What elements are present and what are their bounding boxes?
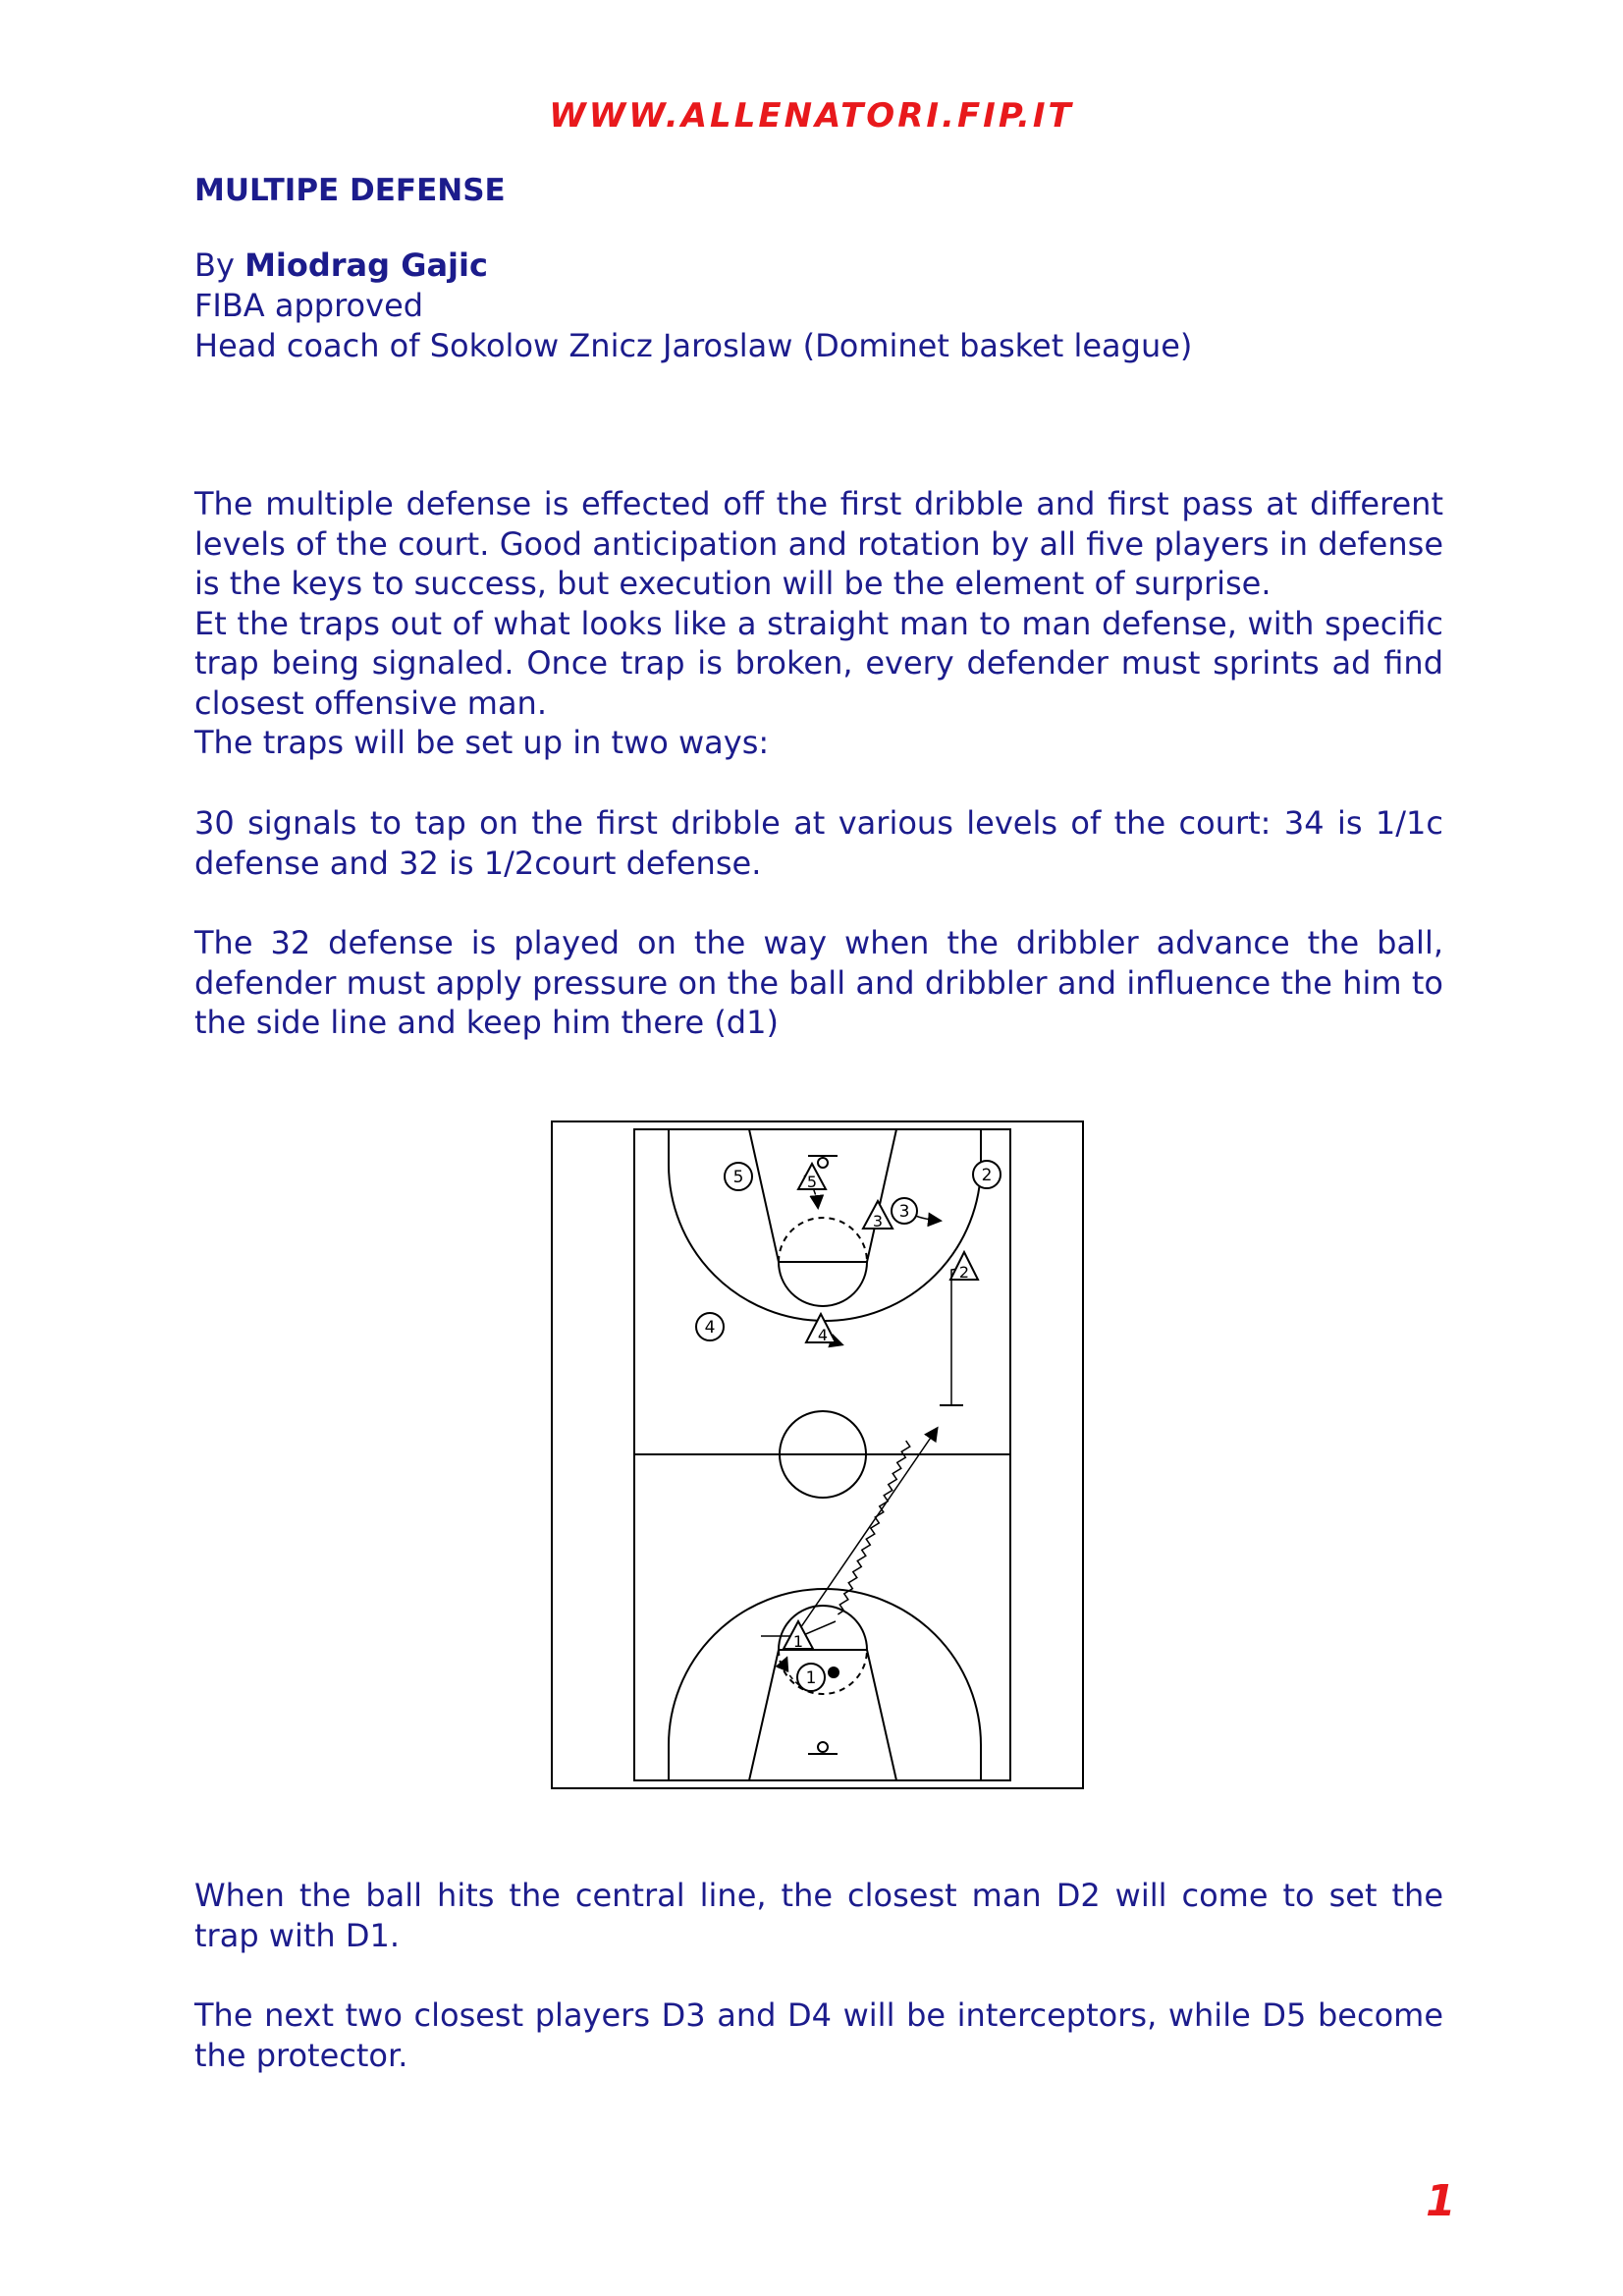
author-line [194, 246, 1192, 286]
author-name: Miodrag Gajic [244, 246, 488, 284]
svg-text:4: 4 [817, 1326, 829, 1344]
svg-text:1: 1 [805, 1668, 817, 1688]
signals-paragraph: 30 signals to tap on the first dribble at various levels of the court: 34 is 1/1c defense and 32 is 1/2court defense. [194, 804, 1443, 882]
offense-player-4 [696, 1313, 724, 1340]
svg-text:5: 5 [806, 1173, 818, 1191]
approval-line: FIBA approved [194, 287, 424, 324]
intro-paragraph [194, 484, 1443, 763]
article-title: MULTIPE DEFENSE [194, 173, 506, 208]
interceptors-paragraph: The next two closest players D3 and D4 will be interceptors, while D5 become the protector. [194, 1996, 1443, 2074]
svg-text:3: 3 [872, 1212, 884, 1230]
position-line: Head coach of Sokolow Znicz Jaroslaw (Dominet basket league) [194, 327, 1193, 364]
offense-player-2 [973, 1161, 1001, 1188]
page-number: 1 [1426, 2176, 1456, 2226]
svg-text:3: 3 [898, 1202, 910, 1222]
byline [194, 246, 1192, 366]
svg-text:5: 5 [732, 1168, 744, 1187]
trap-paragraph: When the ball hits the central line, the closest man D2 will come to set the trap with D1. [194, 1877, 1443, 1954]
svg-text:2: 2 [981, 1166, 993, 1185]
by-label: By [194, 246, 245, 284]
intro-sentence-3: The traps will be set up in two ways: [194, 724, 770, 761]
site-url-header: WWW.ALLENATORI.FIP.IT [549, 96, 1074, 136]
intro-sentence-1: The multiple defense is effected off the first dribble and first pass at different levels of the court. Good anticipation and rotation by all five players in defense is the keys to success, but execution will be the element of surprise. [194, 485, 1443, 602]
ball [828, 1667, 839, 1678]
court-diagram [551, 1121, 1084, 1789]
intro-sentence-2: Et the traps out of what looks like a straight man to man defense, with specific trap being signaled. Once trap is broken, every defender must sprints ad find closest offensive man. [194, 604, 1443, 722]
offense-player-5 [725, 1163, 752, 1190]
defense-32-paragraph: The 32 defense is played on the way when the dribbler advance the ball, defender must apply pressure on the ball and dribbler and influence the him to the side line and keep him there (d1) [194, 924, 1443, 1041]
offense-player-3 [892, 1198, 917, 1224]
offense-player-1 [797, 1664, 825, 1691]
svg-text:2: 2 [958, 1263, 970, 1282]
svg-text:1: 1 [792, 1632, 804, 1651]
svg-text:4: 4 [704, 1318, 716, 1338]
